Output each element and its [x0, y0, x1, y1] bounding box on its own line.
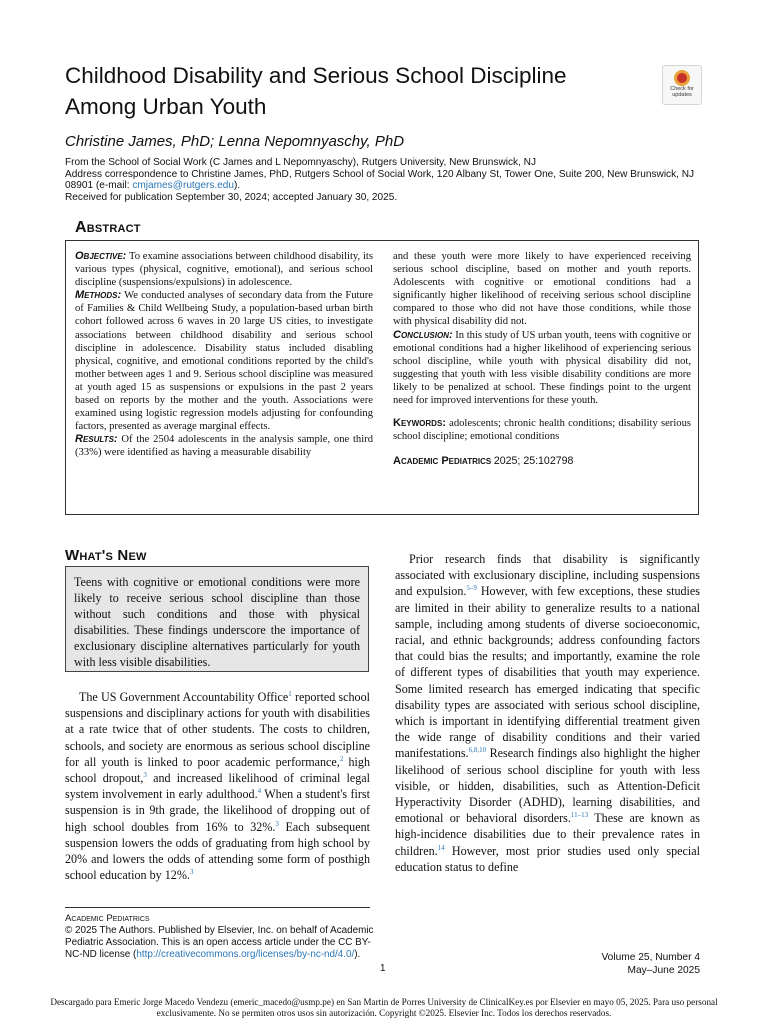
journal-citation — [393, 455, 691, 468]
badge-label-2: updates — [672, 92, 692, 98]
conclusion-label: Conclusion: — [393, 328, 453, 341]
text-run: When a student's first suspension is in 9th grade, the likelihood of dropping out of high school doubles from 16% to 32%. — [65, 787, 370, 834]
correspondence-end: ). — [234, 180, 241, 192]
journal-reference: 2025; 25:102798 — [493, 455, 574, 468]
text-run: These are known as high-incidence disabilities due to their prevalence rates in children. — [395, 811, 700, 858]
affiliation: From the School of Social Work (C James and L Nepomnyaschy), Rutgers University, New Brunswick, NJ — [65, 157, 537, 168]
correspondence — [65, 169, 705, 192]
abstract-left-column — [75, 250, 373, 460]
author-list: Christine James, PhD; Lenna Nepomnyaschy, PhD — [65, 133, 405, 150]
abstract-right-column — [393, 250, 691, 468]
text-run: Each subsequent suspension lowers the odds of graduating from high school by 20% and lowers the odds of attending some form of posthigh school education by 12%. — [65, 819, 370, 883]
citation-link[interactable]: 2 — [339, 754, 344, 763]
keywords-paragraph — [393, 417, 691, 443]
journal-name: Academic Pediatrics — [393, 455, 492, 468]
email-link[interactable]: cmjames@rutgers.edu — [132, 180, 235, 192]
citation-link[interactable]: 3 — [143, 770, 147, 779]
text-run: The US Government Accountability Office — [79, 690, 289, 704]
citation-link[interactable]: 5–9 — [466, 584, 477, 593]
keywords-text: adolescents; chronic health conditions; disability serious school discipline; emotional conditions — [393, 418, 691, 443]
prior-research-paragraph — [395, 551, 700, 875]
license-prefix: © 2025 The Authors. Published by Elsevier, Inc. on behalf of Academic Pediatric Association. This is an open access article under the CC BY-NC-ND license ( — [65, 925, 374, 960]
citation-link[interactable]: 6,8,10 — [468, 746, 487, 755]
license-text — [65, 925, 375, 961]
citation-link[interactable]: 4 — [257, 787, 262, 796]
body-right-column — [395, 551, 700, 875]
download-notice: Descargado para Emeric Jorge Macedo Vendezu (emeric_macedo@usmp.pe) en San Martin de Porres University de ClinicalKey.es por Elsevier en mayo 05, 2025. Para uso personal exclusivamente. No se permiten otros usos sin autorización. Copyright ©2025. Elsevier Inc. Todos los derechos reservados. — [50, 997, 718, 1018]
results-paragraph — [75, 433, 373, 459]
objective-paragraph — [75, 250, 373, 289]
methods-text: We conducted analyses of secondary data from the Future of Families & Child Wellbeing Study, a population-based urban birth cohort followed across 6 waves in 20 large US cities, to investigate associations between childhood disability and serious school discipline in adolescence. Disability status included disabling physical, cognitive, and emotional conditions reported by the child's mother between ages 1 and 9. Serious school discipline was measured at youth aged 15 as suspensions or expulsions in the past 2 years based on reports by the mother and the youth. Associations were examined using logistic regression models adjusting for confounding factors, presented as average marginal effects. — [75, 290, 373, 433]
methods-label: Methods: — [75, 289, 122, 302]
conclusion-paragraph — [393, 329, 691, 408]
footer-license — [65, 913, 375, 961]
citation-link[interactable]: 1 — [288, 689, 292, 698]
license-suffix: ). — [354, 949, 361, 960]
whats-new-heading: What's New — [65, 547, 147, 564]
license-link[interactable]: http://creativecommons.org/licenses/by-nc-nd/4.0/ — [136, 949, 355, 960]
text-run: reported school suspensions and disciplinary actions for youth with disabilities at a rate twice that of other students. The costs to children, schools, and society are enormous as serious school discipline for all youth is linked to poor academic performance, — [65, 690, 370, 769]
text-run: Research findings also highlight the higher likelihood of serious school discipline for youth with less visible, or hidden, disabilities, such as Attention-Deficit Hyperactivity Disorder (ADHD), learning disabilities, and emotional or behavioral disorders. — [395, 746, 700, 826]
text-run: high school dropout, — [65, 754, 370, 786]
text-run: and increased likelihood of criminal legal system involvement in early adulthood. — [65, 771, 370, 802]
check-for-updates-button[interactable] — [662, 65, 702, 105]
volume-number: Volume 25, Number 4 — [601, 952, 700, 963]
methods-paragraph — [75, 289, 373, 433]
whats-new-box: Teens with cognitive or emotional conditions were more likely to receive serious school discipline than those without such conditions and those with physical disabilities. These findings underscore the importance of exclusionary discipline alternatives particularly for youth with less visible disabilities. — [65, 566, 369, 672]
issue-date: May–June 2025 — [627, 965, 700, 976]
text-run: However, most prior studies used only special education status to define — [395, 843, 700, 874]
citation-link[interactable]: 14 — [437, 843, 445, 852]
check-for-updates-icon — [674, 70, 690, 86]
results-label: Results: — [75, 433, 118, 446]
article-title — [65, 60, 625, 122]
objective-label: Objective: — [75, 250, 127, 262]
objective-text: To examine associations between childhood disability, its various types (physical, cognitive, emotional), and serious school discipline (suspensions/expulsions) in adolescence. — [75, 251, 373, 289]
received-dates: Received for publication September 30, 2024; accepted January 30, 2025. — [65, 191, 398, 203]
results-text-left: Of the 2504 adolescents in the analysis sample, one third (33%) were identified as having a measurable disability — [75, 434, 374, 459]
volume-info — [601, 951, 700, 977]
keywords-label: Keywords: — [393, 417, 446, 430]
body-left-column — [65, 689, 370, 883]
footer-divider — [65, 907, 370, 908]
results-continued: and these youth were more likely to have experienced receiving serious school discipline, based on mother and youth reports. Adolescents with cognitive or emotional conditions had a significantly higher likelihood of receiving serious school discipline compared to those who did not have those conditions, while those with physical disability did not. — [393, 251, 691, 328]
badge-label-1: Check for — [670, 86, 694, 92]
text-run: However, with few exceptions, these studies are limited in their ability to generalize results to a national sample, including among students of diverse socioeconomic, racial, and ethnic backgrounds; address confounding factors that could bias the results; and importantly, examine the role of different types of disabilities that youth may experience. Some limited research has emerged indicating that specific disability types are associated with serious school discipline, which is important in identifying differential treatment given the wide range of disability conditions and their varied manifestations. — [395, 584, 700, 761]
abstract-box — [65, 240, 699, 515]
abstract-heading: Abstract — [75, 219, 141, 236]
title-line-2: Among Urban Youth — [65, 94, 267, 119]
title-line-1: Childhood Disability and Serious School Discipline — [65, 63, 567, 88]
affiliation-block — [65, 157, 705, 203]
citation-link[interactable]: 11–13 — [570, 811, 589, 820]
text-run: Prior research finds that disability is significantly associated with exclusionary discipline, including suspensions and expulsion. — [395, 552, 700, 599]
citation-link[interactable]: 3 — [189, 868, 194, 877]
conclusion-text: In this study of US urban youth, teens with cognitive or emotional conditions had a higher likelihood of experiencing serious school discipline, while youth with physical disability did not, suggesting that youth with less visible disability conditions are more likely to be penalized at school. These findings point to the urgent need for improved interventions for these youth. — [393, 329, 691, 407]
footer-journal-name: Academic Pediatrics — [65, 913, 150, 924]
citation-link[interactable]: 3 — [275, 819, 279, 828]
correspondence-text: Address correspondence to Christine James, PhD, Rutgers School of Social Work, 120 Albany St, Tower One, Suite 200, New Brunswick, NJ 08901 (e-mail: — [65, 168, 695, 192]
page-number: 1 — [380, 963, 386, 974]
intro-paragraph — [65, 689, 370, 883]
